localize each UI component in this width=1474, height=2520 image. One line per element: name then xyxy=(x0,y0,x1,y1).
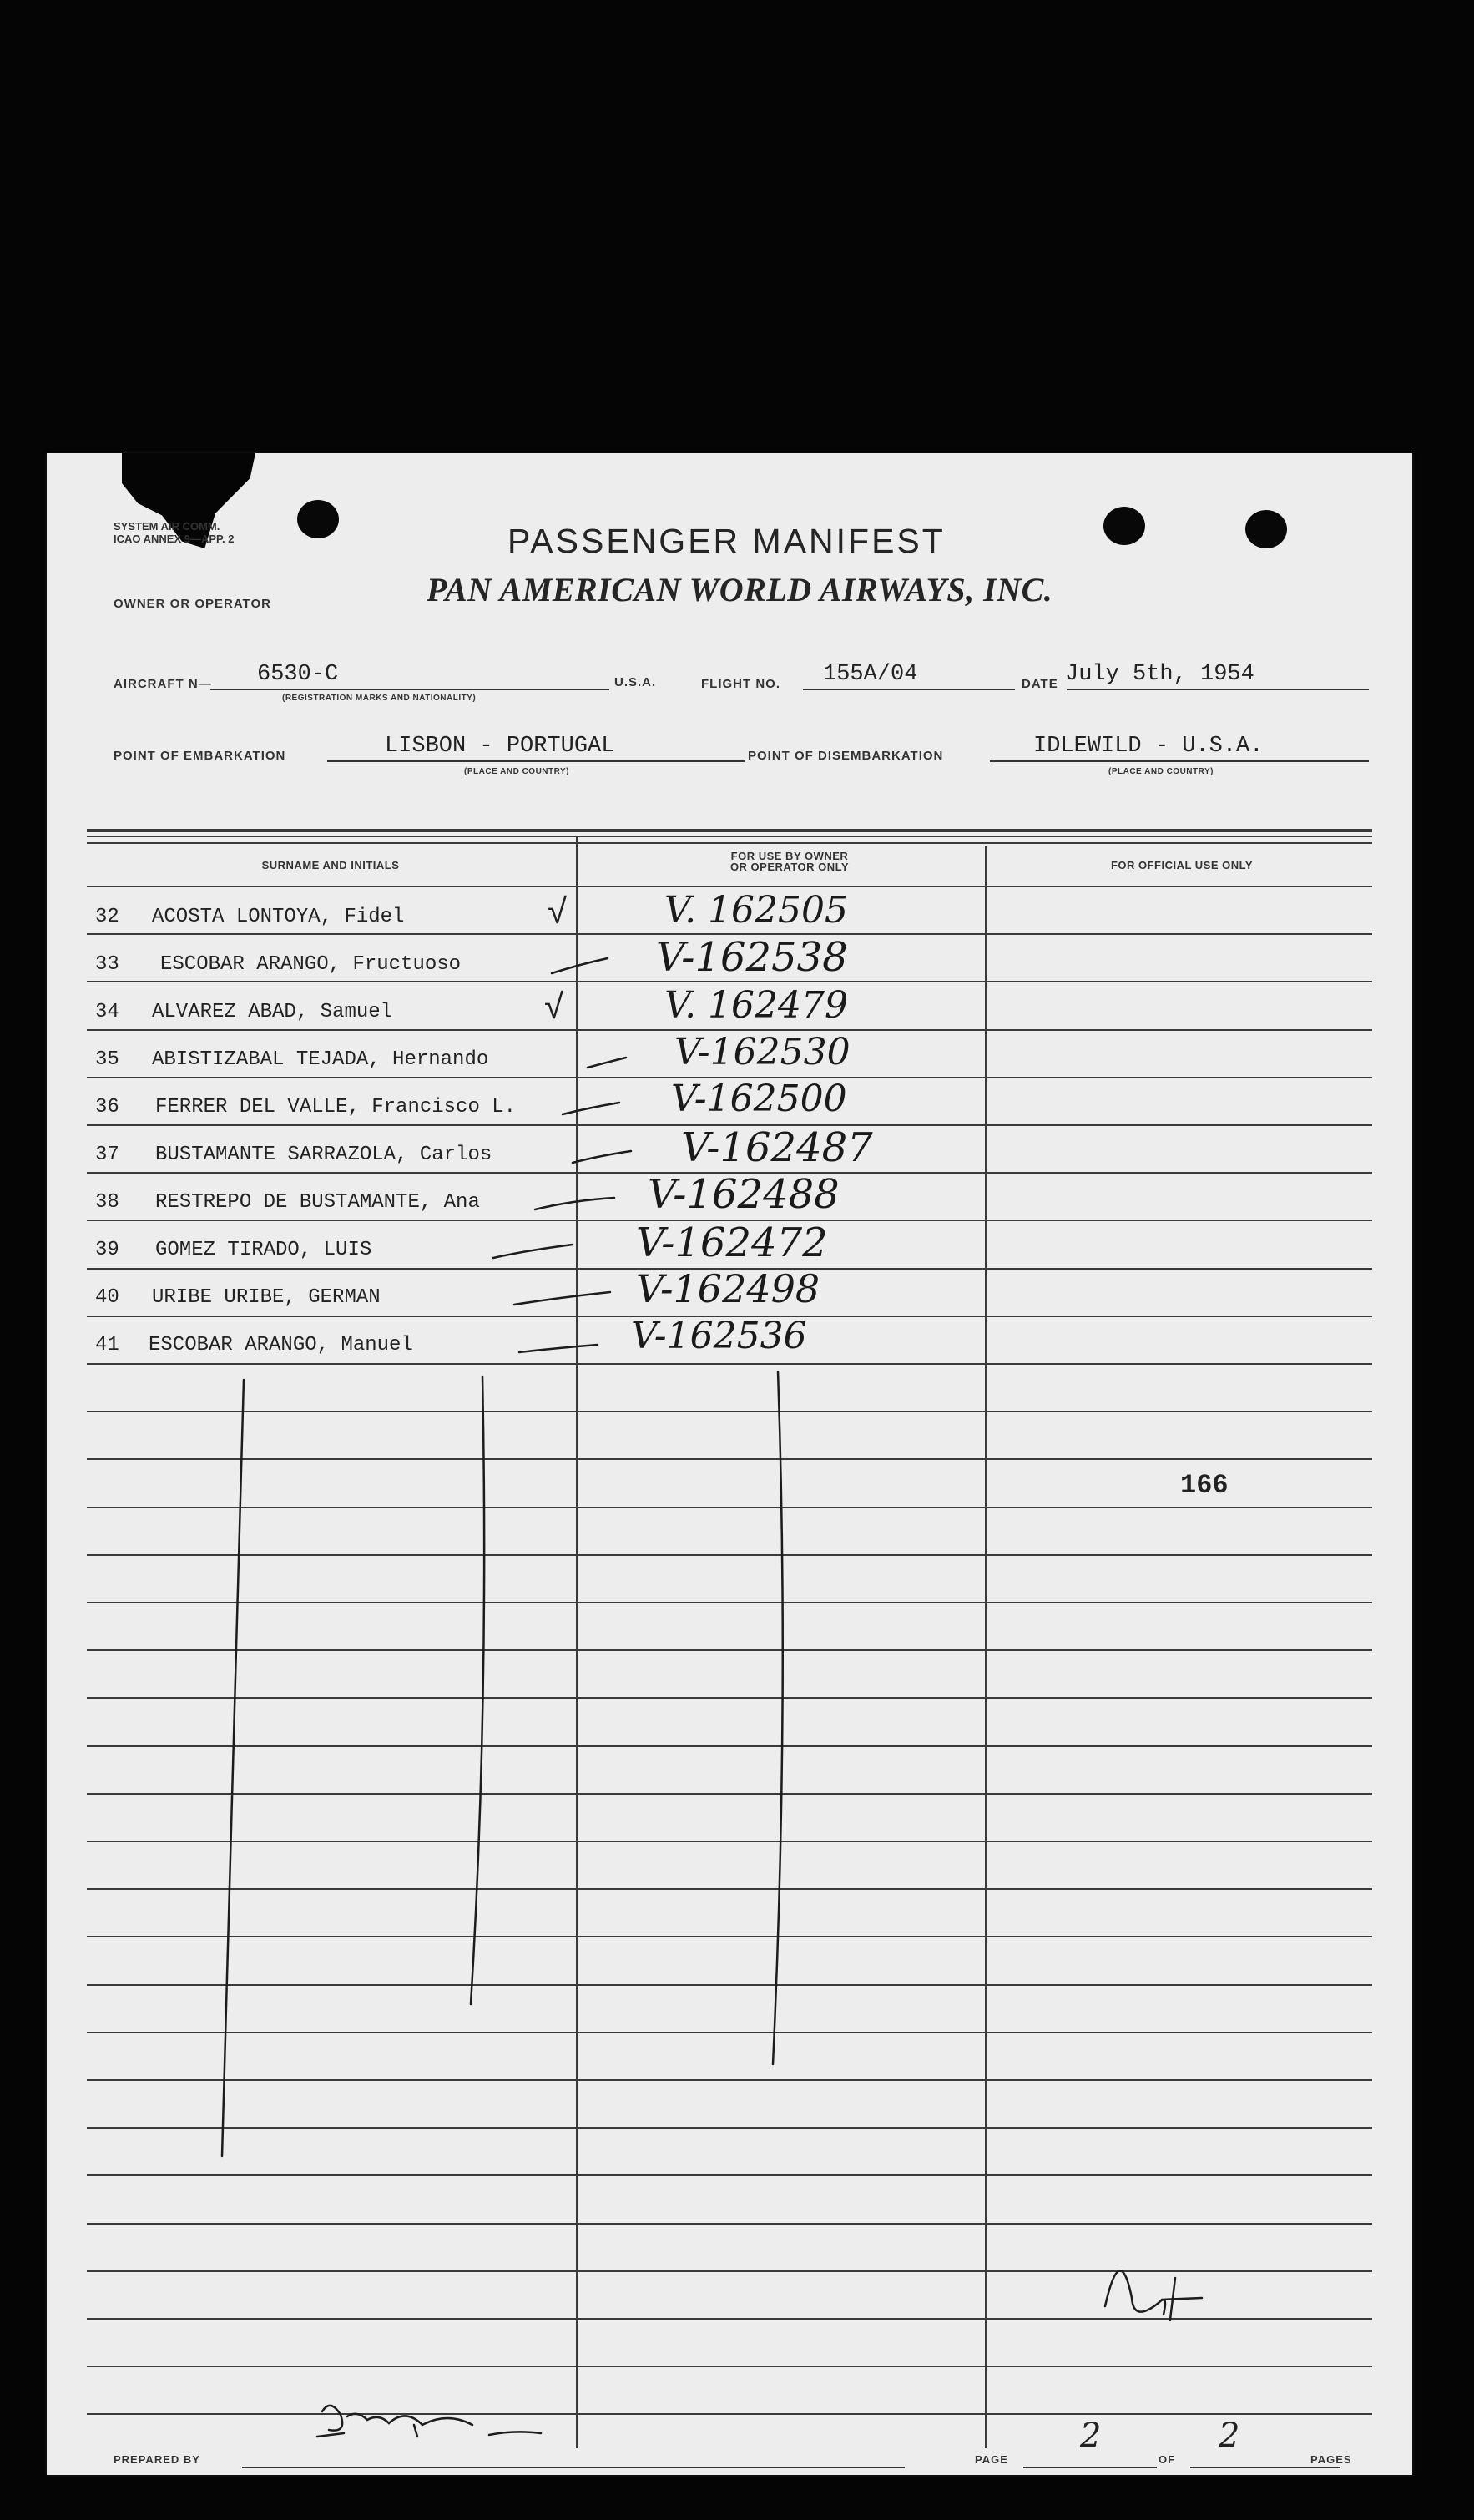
passenger-name: ESCOBAR ARANGO, Fructuoso xyxy=(160,953,462,976)
visa-number: V-162536 xyxy=(631,1315,807,1357)
row-number: 35 xyxy=(95,1048,119,1071)
row-number: 39 xyxy=(95,1239,119,1261)
visa-number: V-162472 xyxy=(636,1220,828,1266)
aircraft-caption: (REGISTRATION MARKS AND NATIONALITY) xyxy=(282,694,477,703)
operator-name: PAN AMERICAN WORLD AIRWAYS, INC. xyxy=(427,571,1053,609)
visa-number: V. 162505 xyxy=(664,889,849,932)
disembarkation-caption: (PLACE AND COUNTRY) xyxy=(1108,767,1214,776)
owner-label: OWNER OR OPERATOR xyxy=(114,597,271,611)
visa-number: V-162500 xyxy=(671,1078,847,1120)
row-number: 41 xyxy=(95,1334,119,1356)
aircraft-label: AIRCRAFT N— xyxy=(114,677,212,691)
flight-value: 155A/04 xyxy=(823,662,918,687)
manifest-sheet xyxy=(47,453,1412,2475)
disembarkation-value: IDLEWILD - U.S.A. xyxy=(1033,734,1264,759)
form-code: SYSTEM AIR COMM. ICAO ANNEX 9—APP. 2 xyxy=(114,520,235,545)
passenger-name: ALVAREZ ABAD, Samuel xyxy=(152,1001,393,1023)
handwritten-strokes xyxy=(47,453,1412,2475)
disembarkation-label: POINT OF DISEMBARKATION xyxy=(748,749,944,763)
page-total: 2 xyxy=(1219,2416,1240,2455)
date-value: July 5th, 1954 xyxy=(1065,662,1254,687)
nationality-label: U.S.A. xyxy=(614,675,657,689)
row-number: 37 xyxy=(95,1144,119,1166)
embarkation-caption: (PLACE AND COUNTRY) xyxy=(464,767,569,776)
visa-number: V. 162479 xyxy=(664,984,849,1027)
page-label: PAGE xyxy=(975,2453,1008,2466)
row-number: 34 xyxy=(95,1001,119,1023)
flight-label: FLIGHT NO. xyxy=(701,677,780,691)
visa-number: V-162487 xyxy=(681,1124,873,1171)
passenger-name: ESCOBAR ARANGO, Manuel xyxy=(149,1334,413,1356)
of-label: OF xyxy=(1159,2453,1176,2466)
passenger-name: FERRER DEL VALLE, Francisco L. xyxy=(155,1096,517,1119)
passenger-name: ABISTIZABAL TEJADA, Hernando xyxy=(152,1048,489,1071)
visa-number: V-162488 xyxy=(648,1171,840,1218)
passenger-name: RESTREPO DE BUSTAMANTE, Ana xyxy=(155,1191,480,1214)
passenger-name: URIBE URIBE, GERMAN xyxy=(152,1286,381,1309)
passenger-name: GOMEZ TIRADO, LUIS xyxy=(155,1239,372,1261)
check-mark-icon: √ xyxy=(548,891,568,931)
embarkation-value: LISBON - PORTUGAL xyxy=(385,734,615,759)
pages-label: PAGES xyxy=(1310,2453,1352,2466)
col-official-header: FOR OFFICIAL USE ONLY xyxy=(1110,859,1254,871)
embarkation-label: POINT OF EMBARKATION xyxy=(114,749,286,763)
visa-number: V-162530 xyxy=(674,1031,851,1073)
visa-number: V-162538 xyxy=(656,934,848,981)
passenger-name: ACOSTA LONTOYA, Fidel xyxy=(152,906,405,928)
col-owner-header: FOR USE BY OWNER OR OPERATOR ONLY xyxy=(729,850,850,873)
prepared-by-label: PREPARED BY xyxy=(114,2453,200,2466)
row-number: 38 xyxy=(95,1191,119,1214)
row-number: 33 xyxy=(95,953,119,976)
page-title: PASSENGER MANIFEST xyxy=(507,522,946,560)
check-mark-icon: √ xyxy=(544,987,564,1026)
row-number: 36 xyxy=(95,1096,119,1119)
row-number: 40 xyxy=(95,1286,119,1309)
passenger-name: BUSTAMANTE SARRAZOLA, Carlos xyxy=(155,1144,492,1166)
visa-number: V-162498 xyxy=(636,1266,820,1311)
col-surname-header: SURNAME AND INITIALS xyxy=(261,859,400,871)
date-label: DATE xyxy=(1022,677,1058,691)
aircraft-value: 6530-C xyxy=(257,662,339,687)
row-number: 32 xyxy=(95,906,119,928)
official-count: 166 xyxy=(1180,1470,1229,1501)
page-current: 2 xyxy=(1080,2416,1102,2455)
